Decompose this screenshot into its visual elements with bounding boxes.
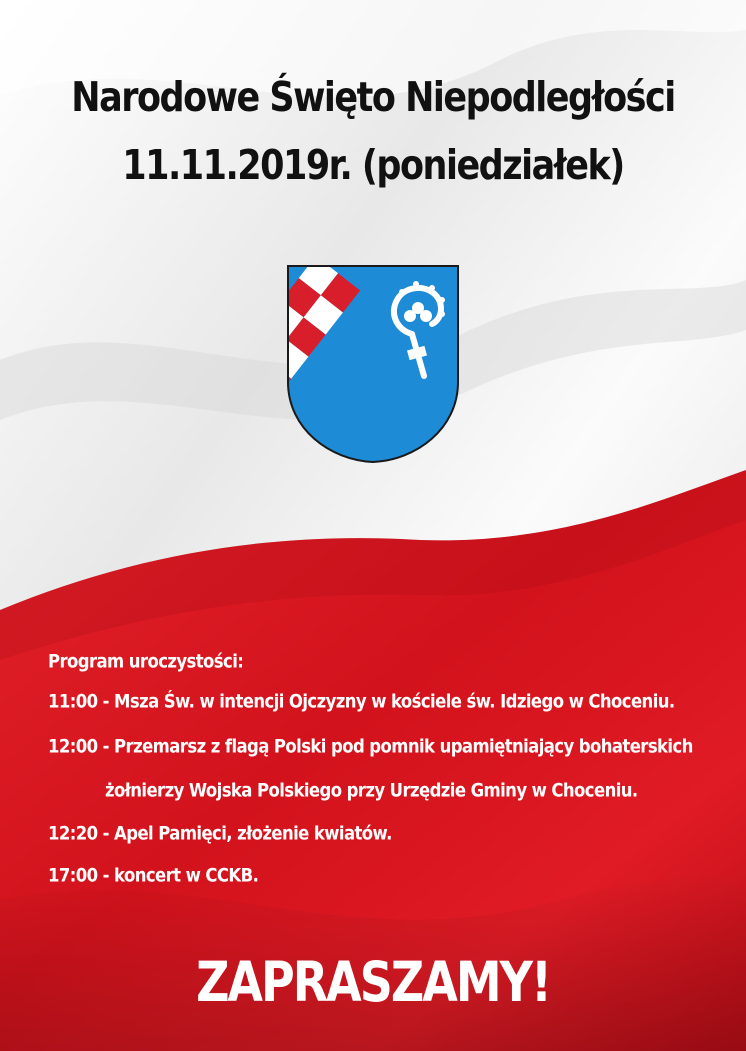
- program-item: 12:00 - Przemarsz z flagą Polski pod pomnik upamiętniający bohaterskich: [48, 735, 693, 757]
- page-title: Narodowe Święto Niepodległości: [71, 74, 675, 122]
- program-item: 17:00 - koncert w CCKB.: [48, 864, 259, 886]
- invitation-text: ZAPRASZAMY!: [196, 949, 550, 1015]
- program-item-continuation: żołnierzy Wojska Polskiego przy Urzędzie Gminy w Choceniu.: [105, 779, 638, 801]
- program-heading: Program uroczystości:: [48, 650, 244, 672]
- program-item: 12:20 - Apel Pamięci, złożenie kwiatów.: [48, 822, 392, 844]
- program-item: 11:00 - Msza Św. w intencji Ojczyzny w kościele św. Idziego w Choceniu.: [48, 690, 675, 712]
- event-date: 11.11.2019r. (poniedziałek): [122, 142, 624, 190]
